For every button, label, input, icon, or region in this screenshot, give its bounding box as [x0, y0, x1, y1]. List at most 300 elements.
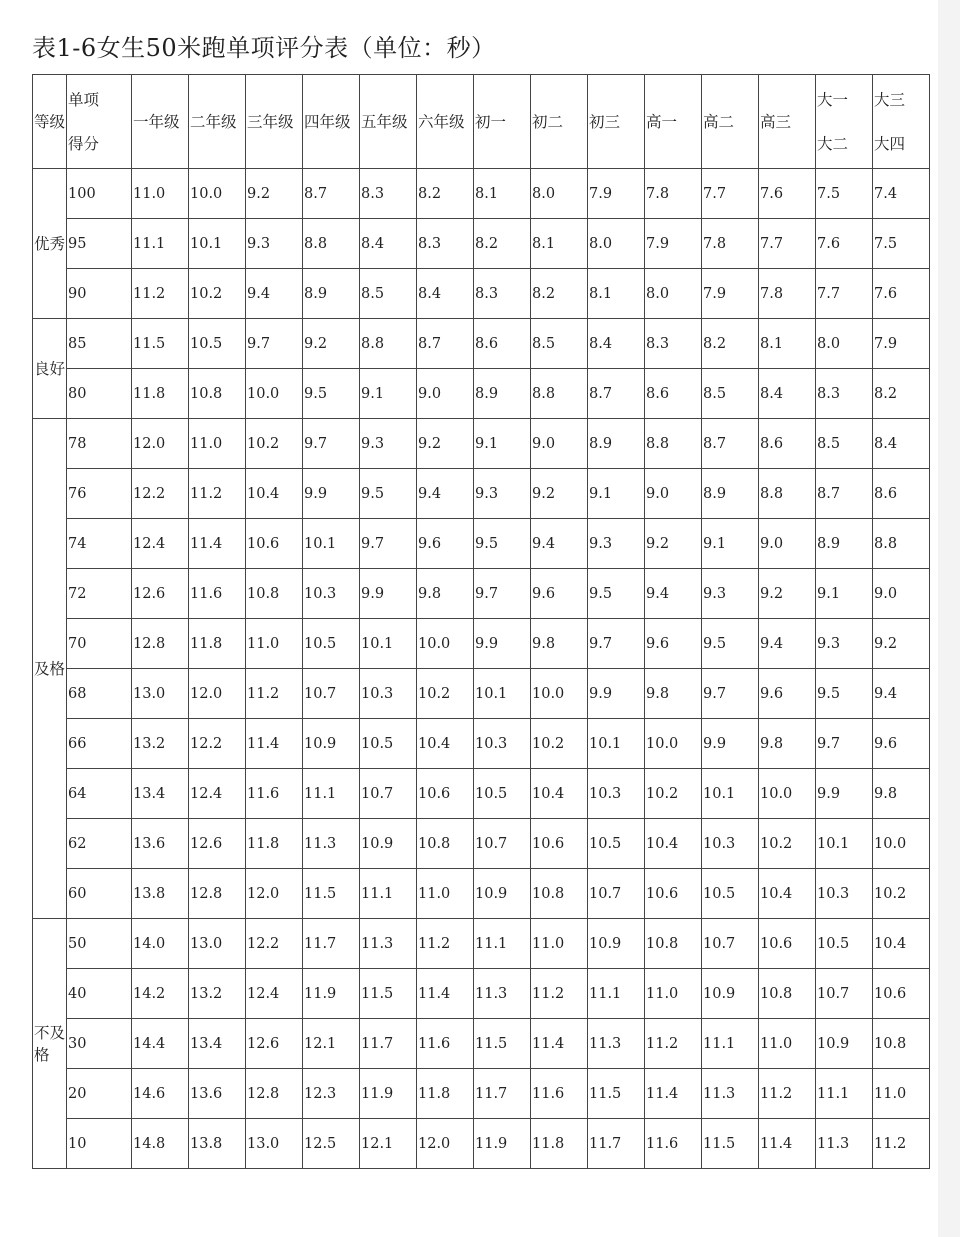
header-year: 高一 — [645, 75, 702, 169]
time-cell: 10.1 — [303, 519, 360, 569]
time-cell: 13.8 — [189, 1119, 246, 1169]
time-cell: 8.9 — [303, 269, 360, 319]
time-cell: 7.9 — [588, 169, 645, 219]
score-cell: 64 — [67, 769, 132, 819]
time-cell: 9.4 — [531, 519, 588, 569]
time-cell: 11.2 — [873, 1119, 930, 1169]
table-row — [33, 569, 930, 619]
time-cell: 10.7 — [474, 819, 531, 869]
time-cell: 9.2 — [645, 519, 702, 569]
header-year: 高三 — [759, 75, 816, 169]
time-cell: 10.1 — [189, 219, 246, 269]
table-row — [33, 1019, 930, 1069]
time-cell: 11.9 — [360, 1069, 417, 1119]
time-cell: 11.6 — [189, 569, 246, 619]
table-row — [33, 469, 930, 519]
time-cell: 10.5 — [189, 319, 246, 369]
time-cell: 12.4 — [246, 969, 303, 1019]
header-college-1 — [816, 75, 873, 169]
time-cell: 8.0 — [816, 319, 873, 369]
table-header-row — [33, 75, 930, 169]
time-cell: 9.7 — [303, 419, 360, 469]
time-cell: 10.9 — [588, 919, 645, 969]
time-cell: 10.2 — [531, 719, 588, 769]
time-cell: 10.9 — [303, 719, 360, 769]
time-cell: 9.2 — [759, 569, 816, 619]
time-cell: 11.2 — [645, 1019, 702, 1069]
table-row — [33, 519, 930, 569]
grade-cell: 及格 — [33, 419, 67, 919]
time-cell: 14.6 — [132, 1069, 189, 1119]
time-cell: 11.3 — [360, 919, 417, 969]
score-cell: 72 — [67, 569, 132, 619]
time-cell: 9.1 — [474, 419, 531, 469]
time-cell: 10.1 — [474, 669, 531, 719]
time-cell: 12.4 — [132, 519, 189, 569]
time-cell: 12.0 — [417, 1119, 474, 1169]
time-cell: 11.7 — [588, 1119, 645, 1169]
time-cell: 13.2 — [132, 719, 189, 769]
time-cell: 8.1 — [759, 319, 816, 369]
time-cell: 9.1 — [702, 519, 759, 569]
time-cell: 11.1 — [588, 969, 645, 1019]
time-cell: 11.7 — [474, 1069, 531, 1119]
header-college-1-line2: 大二 — [817, 134, 849, 153]
time-cell: 10.0 — [531, 669, 588, 719]
time-cell: 9.3 — [474, 469, 531, 519]
time-cell: 9.9 — [588, 669, 645, 719]
time-cell: 10.6 — [246, 519, 303, 569]
time-cell: 11.2 — [759, 1069, 816, 1119]
time-cell: 8.8 — [303, 219, 360, 269]
time-cell: 10.4 — [417, 719, 474, 769]
time-cell: 7.7 — [702, 169, 759, 219]
header-year: 五年级 — [360, 75, 417, 169]
time-cell: 13.4 — [189, 1019, 246, 1069]
time-cell: 9.3 — [588, 519, 645, 569]
time-cell: 9.6 — [873, 719, 930, 769]
time-cell: 8.6 — [873, 469, 930, 519]
time-cell: 11.6 — [246, 769, 303, 819]
time-cell: 9.4 — [645, 569, 702, 619]
time-cell: 9.5 — [474, 519, 531, 569]
time-cell: 8.8 — [531, 369, 588, 419]
time-cell: 9.6 — [531, 569, 588, 619]
time-cell: 11.5 — [360, 969, 417, 1019]
time-cell: 11.4 — [417, 969, 474, 1019]
time-cell: 12.0 — [246, 869, 303, 919]
time-cell: 8.0 — [588, 219, 645, 269]
table-row — [33, 619, 930, 669]
time-cell: 11.8 — [531, 1119, 588, 1169]
time-cell: 12.6 — [189, 819, 246, 869]
time-cell: 11.3 — [474, 969, 531, 1019]
time-cell: 8.9 — [702, 469, 759, 519]
time-cell: 9.9 — [360, 569, 417, 619]
time-cell: 11.4 — [246, 719, 303, 769]
time-cell: 9.3 — [702, 569, 759, 619]
time-cell: 8.4 — [417, 269, 474, 319]
score-cell: 95 — [67, 219, 132, 269]
time-cell: 11.1 — [360, 869, 417, 919]
time-cell: 7.8 — [702, 219, 759, 269]
time-cell: 9.5 — [816, 669, 873, 719]
time-cell: 9.8 — [873, 769, 930, 819]
time-cell: 11.6 — [645, 1119, 702, 1169]
time-cell: 8.0 — [531, 169, 588, 219]
time-cell: 11.0 — [189, 419, 246, 469]
time-cell: 7.4 — [873, 169, 930, 219]
time-cell: 12.3 — [303, 1069, 360, 1119]
time-cell: 9.5 — [303, 369, 360, 419]
time-cell: 11.3 — [702, 1069, 759, 1119]
time-cell: 10.7 — [588, 869, 645, 919]
time-cell: 12.2 — [189, 719, 246, 769]
time-cell: 11.9 — [303, 969, 360, 1019]
time-cell: 11.7 — [360, 1019, 417, 1069]
time-cell: 8.5 — [816, 419, 873, 469]
time-cell: 11.2 — [246, 669, 303, 719]
score-cell: 10 — [67, 1119, 132, 1169]
time-cell: 7.9 — [702, 269, 759, 319]
time-cell: 8.7 — [588, 369, 645, 419]
time-cell: 8.2 — [417, 169, 474, 219]
time-cell: 10.9 — [360, 819, 417, 869]
header-score — [67, 75, 132, 169]
time-cell: 10.8 — [189, 369, 246, 419]
time-cell: 9.2 — [303, 319, 360, 369]
time-cell: 10.6 — [417, 769, 474, 819]
time-cell: 12.5 — [303, 1119, 360, 1169]
time-cell: 10.6 — [645, 869, 702, 919]
time-cell: 12.1 — [303, 1019, 360, 1069]
time-cell: 8.9 — [588, 419, 645, 469]
score-cell: 80 — [67, 369, 132, 419]
table-row — [33, 319, 930, 369]
time-cell: 10.4 — [759, 869, 816, 919]
score-cell: 50 — [67, 919, 132, 969]
time-cell: 8.8 — [360, 319, 417, 369]
time-cell: 7.9 — [645, 219, 702, 269]
time-cell: 8.7 — [702, 419, 759, 469]
time-cell: 10.7 — [816, 969, 873, 1019]
time-cell: 11.0 — [417, 869, 474, 919]
time-cell: 11.1 — [132, 219, 189, 269]
time-cell: 7.6 — [759, 169, 816, 219]
time-cell: 9.7 — [702, 669, 759, 719]
time-cell: 8.2 — [531, 269, 588, 319]
time-cell: 11.3 — [303, 819, 360, 869]
time-cell: 10.8 — [759, 969, 816, 1019]
time-cell: 8.5 — [360, 269, 417, 319]
table-row — [33, 219, 930, 269]
time-cell: 11.1 — [702, 1019, 759, 1069]
time-cell: 11.2 — [531, 969, 588, 1019]
time-cell: 12.8 — [189, 869, 246, 919]
time-cell: 10.3 — [816, 869, 873, 919]
time-cell: 11.8 — [132, 369, 189, 419]
time-cell: 11.1 — [816, 1069, 873, 1119]
table-row — [33, 169, 930, 219]
time-cell: 13.2 — [189, 969, 246, 1019]
time-cell: 11.0 — [132, 169, 189, 219]
time-cell: 10.1 — [360, 619, 417, 669]
time-cell: 10.3 — [360, 669, 417, 719]
time-cell: 9.0 — [759, 519, 816, 569]
time-cell: 8.3 — [474, 269, 531, 319]
time-cell: 8.7 — [816, 469, 873, 519]
header-grade: 等级 — [33, 75, 67, 169]
time-cell: 8.5 — [702, 369, 759, 419]
table-row — [33, 919, 930, 969]
time-cell: 11.2 — [189, 469, 246, 519]
time-cell: 9.6 — [645, 619, 702, 669]
time-cell: 9.7 — [360, 519, 417, 569]
time-cell: 8.3 — [417, 219, 474, 269]
time-cell: 8.4 — [360, 219, 417, 269]
table-row — [33, 669, 930, 719]
time-cell: 12.1 — [360, 1119, 417, 1169]
time-cell: 9.9 — [816, 769, 873, 819]
time-cell: 9.4 — [417, 469, 474, 519]
score-cell: 20 — [67, 1069, 132, 1119]
time-cell: 10.2 — [645, 769, 702, 819]
time-cell: 10.0 — [417, 619, 474, 669]
time-cell: 11.2 — [132, 269, 189, 319]
time-cell: 11.0 — [531, 919, 588, 969]
table-row — [33, 819, 930, 869]
time-cell: 10.0 — [246, 369, 303, 419]
time-cell: 10.6 — [759, 919, 816, 969]
time-cell: 11.8 — [246, 819, 303, 869]
time-cell: 10.8 — [246, 569, 303, 619]
header-year: 二年级 — [189, 75, 246, 169]
time-cell: 11.2 — [417, 919, 474, 969]
page-side-margin — [938, 0, 960, 1237]
time-cell: 11.5 — [132, 319, 189, 369]
time-cell: 10.2 — [246, 419, 303, 469]
time-cell: 10.2 — [189, 269, 246, 319]
time-cell: 11.9 — [474, 1119, 531, 1169]
time-cell: 10.7 — [702, 919, 759, 969]
time-cell: 8.1 — [474, 169, 531, 219]
time-cell: 7.5 — [873, 219, 930, 269]
time-cell: 11.5 — [474, 1019, 531, 1069]
time-cell: 11.4 — [759, 1119, 816, 1169]
table-row — [33, 369, 930, 419]
time-cell: 13.4 — [132, 769, 189, 819]
time-cell: 10.4 — [645, 819, 702, 869]
time-cell: 11.1 — [303, 769, 360, 819]
time-cell: 7.9 — [873, 319, 930, 369]
score-cell: 90 — [67, 269, 132, 319]
score-table — [32, 74, 930, 1169]
time-cell: 10.0 — [645, 719, 702, 769]
time-cell: 9.5 — [360, 469, 417, 519]
score-cell: 40 — [67, 969, 132, 1019]
time-cell: 8.6 — [759, 419, 816, 469]
time-cell: 10.5 — [303, 619, 360, 669]
time-cell: 11.0 — [759, 1019, 816, 1069]
time-cell: 14.8 — [132, 1119, 189, 1169]
time-cell: 12.6 — [132, 569, 189, 619]
header-score-line2: 得分 — [68, 134, 100, 153]
time-cell: 10.0 — [759, 769, 816, 819]
time-cell: 8.3 — [645, 319, 702, 369]
time-cell: 11.5 — [588, 1069, 645, 1119]
time-cell: 11.0 — [645, 969, 702, 1019]
time-cell: 8.4 — [588, 319, 645, 369]
header-score-line1: 单项 — [68, 90, 100, 109]
time-cell: 13.6 — [189, 1069, 246, 1119]
time-cell: 11.0 — [873, 1069, 930, 1119]
header-year: 初一 — [474, 75, 531, 169]
time-cell: 11.4 — [645, 1069, 702, 1119]
time-cell: 13.0 — [246, 1119, 303, 1169]
time-cell: 14.4 — [132, 1019, 189, 1069]
time-cell: 7.7 — [759, 219, 816, 269]
time-cell: 9.8 — [759, 719, 816, 769]
time-cell: 13.6 — [132, 819, 189, 869]
header-year: 初二 — [531, 75, 588, 169]
time-cell: 9.0 — [873, 569, 930, 619]
time-cell: 11.1 — [474, 919, 531, 969]
score-cell: 30 — [67, 1019, 132, 1069]
time-cell: 10.9 — [702, 969, 759, 1019]
time-cell: 12.0 — [132, 419, 189, 469]
time-cell: 11.4 — [531, 1019, 588, 1069]
time-cell: 9.0 — [531, 419, 588, 469]
time-cell: 12.2 — [246, 919, 303, 969]
time-cell: 10.1 — [702, 769, 759, 819]
time-cell: 10.3 — [303, 569, 360, 619]
time-cell: 10.2 — [417, 669, 474, 719]
time-cell: 9.2 — [531, 469, 588, 519]
time-cell: 13.8 — [132, 869, 189, 919]
header-year: 四年级 — [303, 75, 360, 169]
time-cell: 9.0 — [645, 469, 702, 519]
header-year: 初三 — [588, 75, 645, 169]
time-cell: 10.5 — [816, 919, 873, 969]
time-cell: 9.7 — [588, 619, 645, 669]
table-row — [33, 269, 930, 319]
score-cell: 78 — [67, 419, 132, 469]
time-cell: 13.0 — [189, 919, 246, 969]
time-cell: 9.5 — [588, 569, 645, 619]
time-cell: 9.9 — [303, 469, 360, 519]
score-cell: 100 — [67, 169, 132, 219]
table-body — [33, 169, 930, 1169]
time-cell: 7.6 — [816, 219, 873, 269]
header-year: 一年级 — [132, 75, 189, 169]
time-cell: 10.1 — [588, 719, 645, 769]
time-cell: 10.2 — [873, 869, 930, 919]
header-year: 三年级 — [246, 75, 303, 169]
time-cell: 9.7 — [474, 569, 531, 619]
table-row — [33, 769, 930, 819]
time-cell: 7.7 — [816, 269, 873, 319]
time-cell: 13.0 — [132, 669, 189, 719]
score-cell: 62 — [67, 819, 132, 869]
time-cell: 9.7 — [246, 319, 303, 369]
score-cell: 74 — [67, 519, 132, 569]
time-cell: 14.2 — [132, 969, 189, 1019]
header-college-2-line1: 大三 — [874, 90, 906, 109]
time-cell: 10.5 — [360, 719, 417, 769]
time-cell: 11.5 — [702, 1119, 759, 1169]
time-cell: 9.1 — [588, 469, 645, 519]
time-cell: 11.8 — [417, 1069, 474, 1119]
time-cell: 8.3 — [360, 169, 417, 219]
time-cell: 8.8 — [873, 519, 930, 569]
time-cell: 12.8 — [246, 1069, 303, 1119]
time-cell: 10.6 — [531, 819, 588, 869]
table-row — [33, 719, 930, 769]
time-cell: 10.6 — [873, 969, 930, 1019]
time-cell: 9.8 — [417, 569, 474, 619]
score-cell: 70 — [67, 619, 132, 669]
time-cell: 12.2 — [132, 469, 189, 519]
time-cell: 9.7 — [816, 719, 873, 769]
time-cell: 10.9 — [474, 869, 531, 919]
time-cell: 10.2 — [759, 819, 816, 869]
time-cell: 10.7 — [360, 769, 417, 819]
score-cell: 68 — [67, 669, 132, 719]
time-cell: 8.1 — [531, 219, 588, 269]
time-cell: 8.9 — [474, 369, 531, 419]
table-row — [33, 1069, 930, 1119]
time-cell: 9.3 — [360, 419, 417, 469]
table-row — [33, 419, 930, 469]
score-cell: 60 — [67, 869, 132, 919]
time-cell: 9.8 — [531, 619, 588, 669]
time-cell: 11.8 — [189, 619, 246, 669]
time-cell: 8.3 — [816, 369, 873, 419]
time-cell: 10.4 — [531, 769, 588, 819]
table-row — [33, 969, 930, 1019]
time-cell: 12.0 — [189, 669, 246, 719]
grade-cell: 优秀 — [33, 169, 67, 319]
time-cell: 8.2 — [702, 319, 759, 369]
time-cell: 10.8 — [417, 819, 474, 869]
time-cell: 8.0 — [645, 269, 702, 319]
time-cell: 8.6 — [645, 369, 702, 419]
time-cell: 12.6 — [246, 1019, 303, 1069]
time-cell: 9.9 — [702, 719, 759, 769]
header-year: 六年级 — [417, 75, 474, 169]
time-cell: 8.7 — [417, 319, 474, 369]
score-cell: 85 — [67, 319, 132, 369]
time-cell: 11.7 — [303, 919, 360, 969]
time-cell: 9.5 — [702, 619, 759, 669]
time-cell: 9.3 — [816, 619, 873, 669]
score-cell: 66 — [67, 719, 132, 769]
time-cell: 9.2 — [417, 419, 474, 469]
time-cell: 8.2 — [474, 219, 531, 269]
time-cell: 8.6 — [474, 319, 531, 369]
time-cell: 10.5 — [474, 769, 531, 819]
time-cell: 9.9 — [474, 619, 531, 669]
grade-cell: 不及格 — [33, 919, 67, 1169]
time-cell: 8.7 — [303, 169, 360, 219]
time-cell: 10.7 — [303, 669, 360, 719]
time-cell: 9.3 — [246, 219, 303, 269]
header-college-1-line1: 大一 — [817, 90, 849, 109]
time-cell: 10.0 — [189, 169, 246, 219]
time-cell: 8.4 — [873, 419, 930, 469]
time-cell: 14.0 — [132, 919, 189, 969]
header-college-2-line2: 大四 — [874, 134, 906, 153]
